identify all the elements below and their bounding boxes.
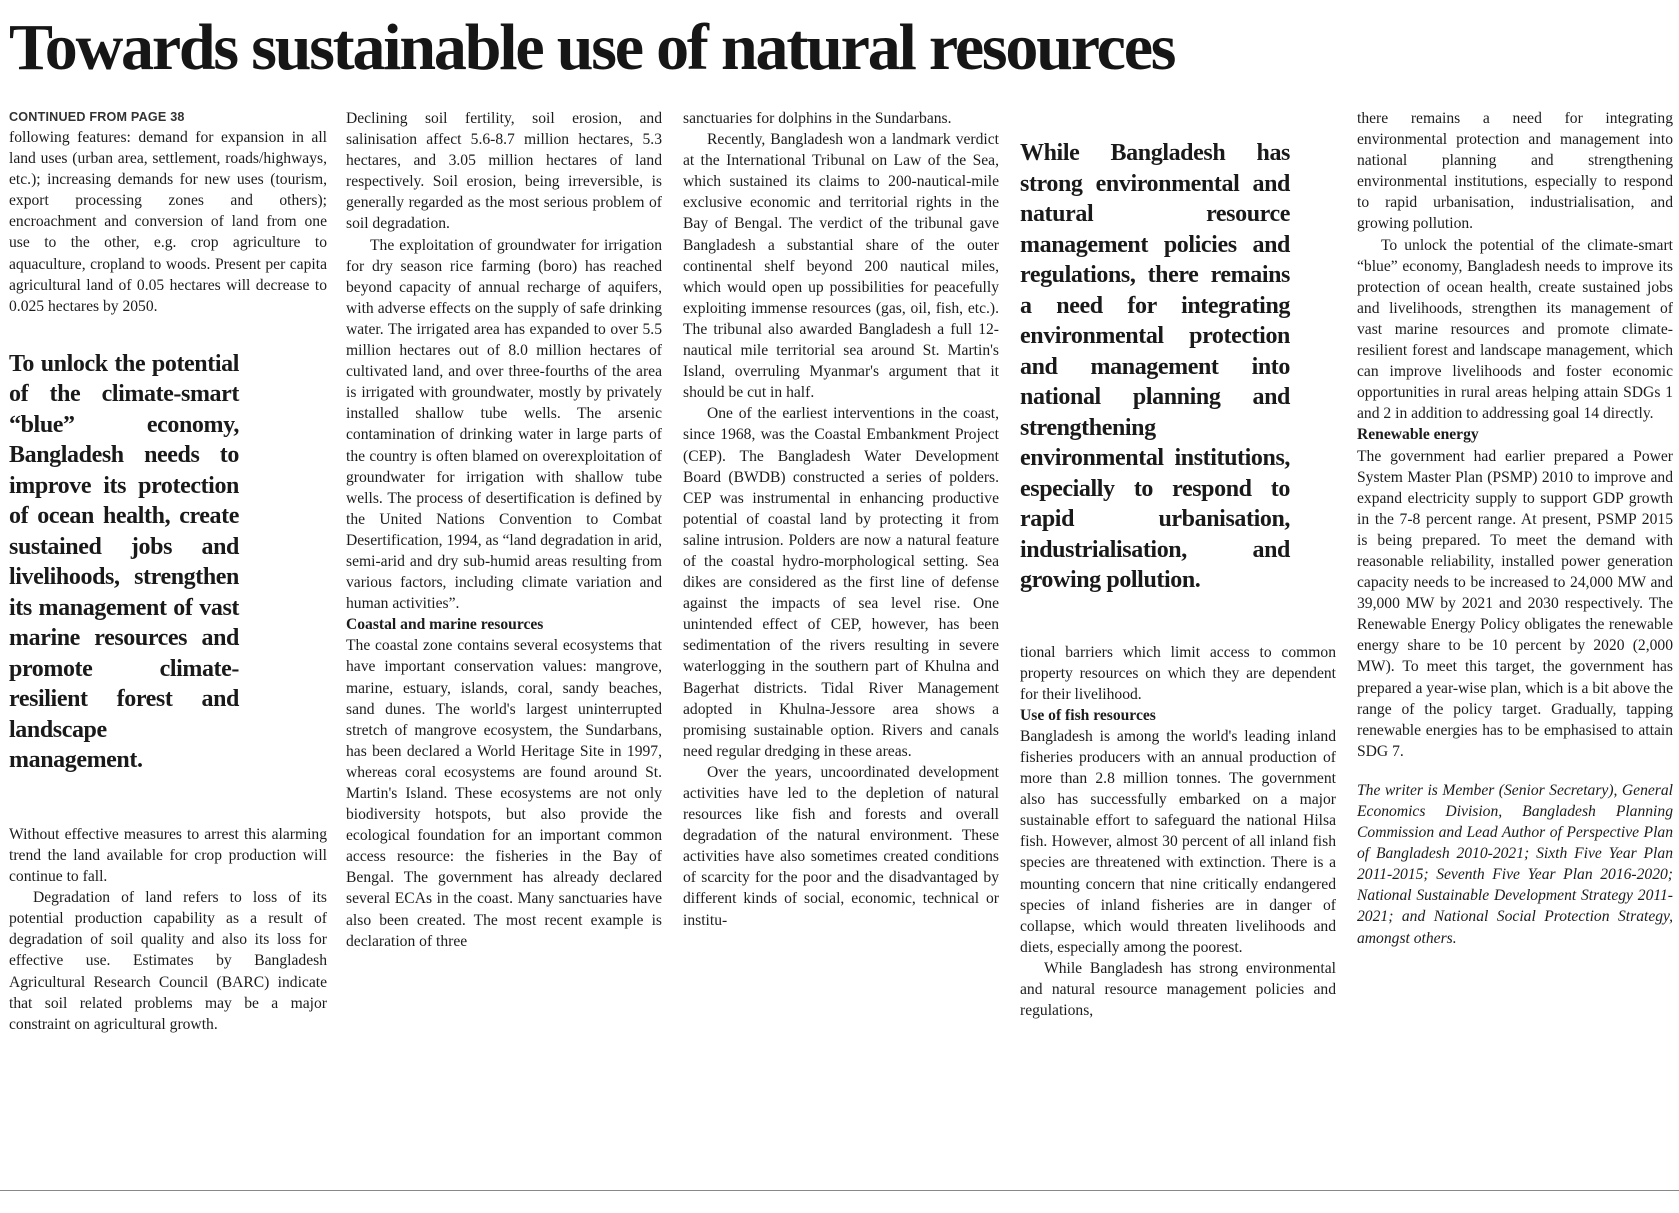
- col1-paragraph-1: following features: demand for expansion in all land uses (urban area, settlement, roads/highways, etc.); increasing demands for new uses (tourism, export processing zones and others); encroachment and conversion of land from one use to the other, e.g. crop agriculture to aquaculture, cropland to woods. Present per capita agricultural land of 0.05 hectares will decrease to 0.025 hectares by 2050.: [9, 129, 327, 315]
- pull-quote-environmental-policy: While Bangladesh has strong environmental and natural resource management policies and regulations, there remains a need for integrating environmental protection and management into national planning and strengthening environmental institutions, especially to respond to rapid urbanisation, industrialisation, and growing pollution.: [1020, 140, 1290, 593]
- col1-paragraph-3: Degradation of land refers to loss of its potential production capability as a result of degradation of soil quality and also its loss for effective use. Estimates by Bangladesh Agricultural Research Council (BARC) indicate that soil related problems may be a major constraint on agricultural growth.: [9, 889, 327, 1033]
- col3-paragraph-3: One of the earliest interventions in the coast, since 1968, was the Coastal Embankment Project (CEP). The Bangladesh Water Development Board (BWDB) constructed a series of polders. CEP was instrumental in enhancing productive potential of coastal land by protecting it from saline intrusion. Polders are now a natural feature of the coastal hydro-morphological setting. Sea dikes are considered as the first line of defense against the impacts of sea level rise. One unintended effect of CEP, however, has been sedimentation of the rivers resulting in severe waterlogging in the southern part of Khulna and Bagerhat districts. Tidal River Management adopted in Khulna-Jessore area shows a promising sustainable option. Rivers and canals need regular dredging in these areas.: [683, 405, 999, 760]
- continued-from-label: CONTINUED FROM PAGE 38: [9, 110, 185, 124]
- col3-paragraph-4: Over the years, uncoordinated development activities have led to the depletion of natural resources like fish and forests and overall degradation of the natural environment. These activities have also sometimes created conditions of scarcity for the poor and the disadvantaged by different kinds of social, economic, technical or institu-: [683, 763, 999, 929]
- col2-paragraph-1: Declining soil fertility, soil erosion, and salinisation affect 5.6-8.7 million hectares, 5.3 hectares, and 3.05 million hectares of land respectively. Soil erosion, being irreversible, is generally regarded as the most serious problem of soil degradation.: [346, 110, 662, 233]
- col4-paragraph-1: tional barriers which limit access to common property resources on which they are dependent for their livelihood.: [1020, 643, 1336, 703]
- author-byline: The writer is Member (Senior Secretary), General Economics Division, Bangladesh Planning Commission and Lead Author of Perspective Plan of Bangladesh 2010-2021; Sixth Five Year Plan 2011-2015; Seventh Five Year Plan 2016-2020; National Sustainable Development Strategy 2011-2021; and National Social Protection Strategy, amongst others.: [1357, 781, 1673, 947]
- bottom-rule: [0, 1190, 1679, 1191]
- column-4: [1020, 108, 1336, 1021]
- col4-paragraph-3: While Bangladesh has strong environmental and natural resource management policies and regulations,: [1020, 959, 1336, 1020]
- col2-paragraph-3: The coastal zone contains several ecosystems that have important conservation values: mangrove, marine, estuary, islands, coral, sandy beaches, sand dunes. The world's largest uninterrupted stretch of mangrove ecosystem, the Sundarbans, has been declared a World Heritage Site in 1997, whereas coral ecosystems are found around St. Martin's Island. These ecosystems are not only biodiversity hotspots, but also provide the ecological foundation for an important common access resource: the fisheries in the Bay of Bengal. The government has already declared several ECAs in the coast. Many sanctuaries have also been created. The most recent example is declaration of three: [346, 637, 662, 950]
- subhead-coastal-marine: Coastal and marine resources: [346, 616, 544, 634]
- subhead-fish-resources: Use of fish resources: [1020, 706, 1156, 724]
- col5-paragraph-3: The government had earlier prepared a Power System Master Plan (PSMP) 2010 to improve and expand electricity supply to support GDP growth in the 7-8 percent range. At present, PSMP 2015 is being prepared. To meet the demand with reasonable reliability, installed power generation capacity needs to be increased to 24,000 MW and 39,000 MW by 2021 and 2030 respectively. The Renewable Energy Policy obligates the renewable energy share to be 10 percent by 2020 (2,000 MW). To meet this target, the government has prepared a year-wise plan, which is a bit above the range of the policy target. Gradually, tapping renewable energies has to be emphasised to attain SDG 7.: [1357, 447, 1673, 760]
- subhead-renewable-energy: Renewable energy: [1357, 426, 1479, 444]
- col3-paragraph-2: Recently, Bangladesh won a landmark verdict at the International Tribunal on Law of the Sea, which sustained its claims to 200-nautical-mile exclusive economic and territorial rights in the Bay of Bengal. The verdict of the tribunal gave Bangladesh a substantial share of the outer continental shelf beyond 200 nautical miles, which would open up possibilities for peacefully exploiting immense resources (gas, oil, fish, etc.). The tribunal also awarded Bangladesh a full 12-nautical mile territorial sea around St. Martin's Island, overruling Myanmar's argument that it should be cut in half.: [683, 131, 999, 402]
- col1-paragraph-2: Without effective measures to arrest this alarming trend the land available for crop production will continue to fall.: [9, 825, 327, 886]
- column-3: [683, 108, 999, 931]
- col5-paragraph-1: there remains a need for integrating environmental protection and management into national planning and strengthening environmental institutions, especially to respond to rapid urbanisation, industrialisation, and growing pollution.: [1357, 110, 1673, 233]
- column-2: [346, 108, 662, 952]
- col5-paragraph-2: To unlock the potential of the climate-smart “blue” economy, Bangladesh needs to improve its protection of ocean health, create sustained jobs and livelihoods, strengthen its management of vast marine resources and promote climate-resilient forest and landscape management, which can improve livelihoods and foster economic opportunities in rural areas helping attain SDGs 1 and 2 in addition to addressing goal 14 directly.: [1357, 236, 1673, 423]
- pull-quote-blue-economy: To unlock the potential of the climate-smart “blue” economy, Bangladesh needs to improve its protection of ocean health, create sustained jobs and livelihoods, strengthen its management of vast marine resources and promote climate-resilient forest and landscape management.: [9, 350, 239, 774]
- headline: Towards sustainable use of natural resources: [9, 11, 1175, 84]
- column-5: [1357, 108, 1673, 949]
- col3-paragraph-1: sanctuaries for dolphins in the Sundarbans.: [683, 110, 952, 127]
- col4-paragraph-2: Bangladesh is among the world's leading inland fisheries producers with an annual production of more than 2.8 million tonnes. The government also has successfully embarked on a major sustainable effort to safeguard the national Hilsa fish. However, almost 30 percent of all inland fish species are threatened with extinction. There is a mounting concern that nine critically endangered species of inland fisheries are in danger of collapse, which would threaten livelihoods and diets, especially among the poorest.: [1020, 727, 1336, 956]
- col2-paragraph-2: The exploitation of groundwater for irrigation for dry season rice farming (boro) has reached beyond capacity of annual recharge of aquifers, with adverse effects on the supply of safe drinking water. The irrigated area has expanded to over 5.5 million hectares out of 8.0 million hectares of cultivated land, and over three-fourths of the area is irrigated with groundwater, mostly by privately installed shallow tube wells. The arsenic contamination of drinking water in large parts of the country is often blamed on overexploitation of groundwater for irrigation with shallow tube wells. The process of desertification is defined by the United Nations Convention to Combat Desertification, 1994, as “land degradation in arid, semi-arid and dry sub-humid areas resulting from various factors, including climate variation and human activities”.: [346, 236, 662, 613]
- column-1: [9, 108, 327, 1035]
